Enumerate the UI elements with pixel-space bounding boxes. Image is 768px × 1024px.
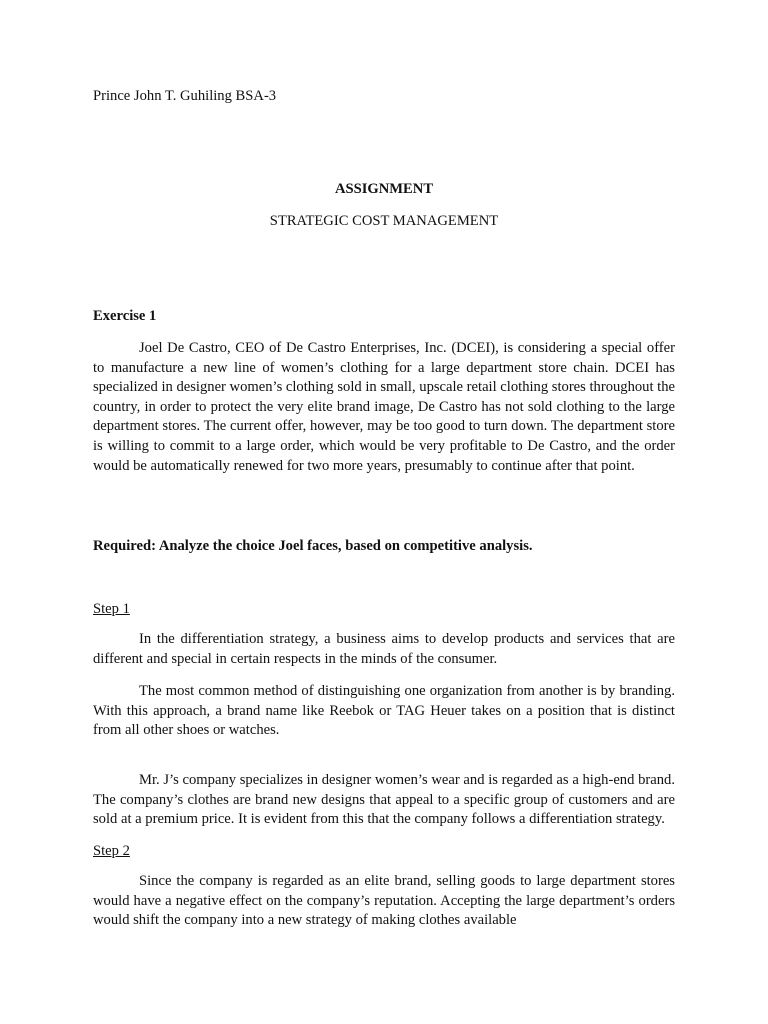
step1-paragraph-3: Mr. J’s company specializes in designer women’s wear and is regarded as a high-end brand. The company’s clothes are brand new designs that appeal to a specific group of customers and are sold at a premium price. It is evident from this that the company follows a differentiation strategy. — [93, 772, 675, 828]
assignment-title: ASSIGNMENT — [334, 181, 434, 197]
exercise-heading: Exercise 1 — [93, 308, 157, 324]
step2-paragraph-1: Since the company is regarded as an elite brand, selling goods to large department stores would have a negative effect on the company’s reputation. Accepting the large department’s orders would shift the company into a new strategy of making clothes available — [93, 873, 675, 929]
step1-heading: Step 1 — [93, 601, 130, 617]
required-statement: Required: Analyze the choice Joel faces, based on competitive analysis. — [93, 538, 533, 554]
step2-heading: Step 2 — [93, 843, 130, 859]
exercise-paragraph: Joel De Castro, CEO of De Castro Enterprises, Inc. (DCEI), is considering a special offer to manufacture a new line of women’s clothing for a large department store chain. DCEI has specialized in designer women’s clothing sold in small, upscale retail clothing stores throughout the country, in order to protect the very elite brand image, De Castro has not sold clothing to the large department stores. The current offer, however, may be too good to turn down. The department store is willing to commit to a large order, which would be very profitable to De Castro, and the order would be automatically renewed for two more years, presumably to continue after that point. — [93, 340, 676, 474]
step1-paragraph-1: In the differentiation strategy, a business aims to develop products and services that are different and special in certain respects in the minds of the consumer. — [93, 631, 675, 667]
step1-paragraph-2: The most common method of distinguishing one organization from another is by branding. With this approach, a brand name like Reebok or TAG Heuer takes on a position that is distinct from all other shoes or watches. — [93, 683, 675, 739]
author-line: Prince John T. Guhiling BSA-3 — [93, 88, 277, 104]
assignment-subtitle: STRATEGIC COST MANAGEMENT — [269, 213, 499, 229]
